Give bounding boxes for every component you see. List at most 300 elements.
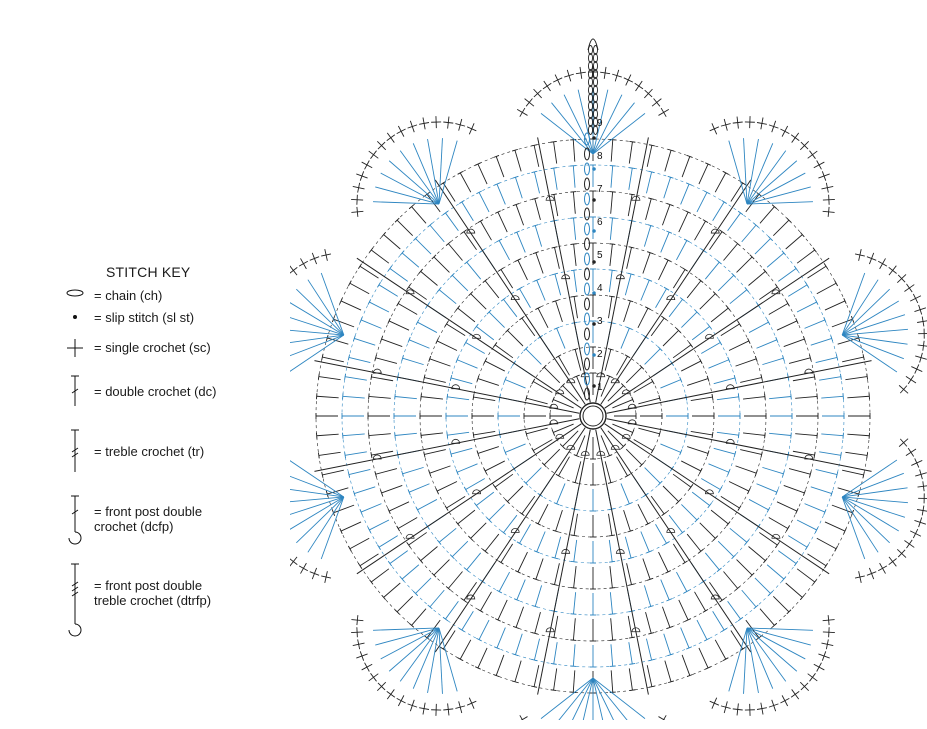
stitch-mark [466,343,485,354]
stitch-mark [384,583,401,597]
edging-sc-bar [817,161,822,170]
stitch-mark [743,397,765,399]
round-number-1: 1 [597,382,603,393]
edging-sc-bar [357,615,358,625]
stitch-mark [611,166,613,188]
stitch-mark [769,304,788,315]
stitch-mark [842,357,863,362]
edging-sc-bar [661,108,666,117]
stitch-mark [627,247,632,268]
key-row-front-post-dc [60,494,202,546]
stitch-mark [784,485,805,493]
stitch-mark [644,226,650,247]
stitch-mark [789,358,810,364]
edging-sc-bar [467,701,476,705]
front-post-double-treble-crochet-icon [60,562,90,638]
stitch-mark [699,164,708,184]
stitch-mark [360,266,379,278]
stitch-mark [699,648,708,668]
stitch-mark [322,357,343,362]
stitch-mark [608,514,611,536]
front-post-spoke [601,180,751,404]
stitch-mark [749,271,766,285]
stitch-mark [625,274,631,295]
stitch-mark [520,289,531,308]
stitch-mark [697,192,707,212]
petal-stitch [747,628,805,659]
stitch-mark [660,380,680,388]
stitch-mark [460,640,471,659]
stitch-mark [501,270,513,289]
stitch-mark [817,538,836,549]
stitch-mark [673,544,685,563]
stitch-mark [778,268,796,281]
stitch-rings [316,139,870,693]
edging-sc-bar [387,135,395,141]
chain-oval-icon [60,288,90,298]
stitch-mark [409,340,429,348]
stitch-mark [434,257,450,273]
stitch-mark [384,235,401,249]
stitch-mark [773,220,789,236]
stitch-mark [718,275,734,291]
petal-stitch [842,289,889,335]
edging-sc-bar [733,709,743,710]
stitch-mark [742,590,756,607]
stitch-mark [681,361,701,371]
edging-sc-bar [635,83,643,89]
petal-fan [517,66,669,154]
petal-stitch [747,628,758,693]
slip-stitch-dot [592,167,596,171]
stitch-mark [535,585,541,606]
stitch-mark [651,318,664,336]
stitch-mark [505,444,525,452]
stitch-mark [681,312,697,328]
stitch-mark [651,496,664,514]
stitch-mark [556,510,563,531]
stitch-mark [816,469,837,474]
stitch-mark [718,541,734,557]
stitch-mark [390,551,408,564]
stitch-mark [424,450,445,455]
edging-sc-bar [733,122,743,123]
stitch-mark [691,431,713,434]
stitch-mark [498,600,507,620]
stitch-mark [721,324,740,336]
stitch-mark [350,538,369,549]
edging-sc-bar [624,78,633,82]
stitch-mark [536,559,543,580]
edging-sc-bar [906,540,912,548]
stitch-mark [515,177,522,198]
stitch-mark [478,164,487,184]
stitch-mark [317,396,339,398]
petal-stitch [381,628,439,659]
stitch-mark [643,253,650,274]
stitch-mark [535,199,541,220]
stitch-mark [573,218,575,240]
edging-sc-bar [365,663,370,672]
petal-stitch [564,678,593,720]
edging-sc-bar [526,99,532,107]
stitch-mark [478,447,499,454]
stitch-mark [673,474,691,487]
stitch-mark [448,244,462,261]
edging-sc-bar [913,294,917,303]
front-post-spoke [435,428,585,652]
stitch-mark [443,631,455,650]
stitch-mark [608,386,624,402]
slip-stitch-dot [592,353,596,357]
center-chain-column [585,133,596,400]
stitch-mark [467,262,481,279]
edging-sc-bar [467,127,476,131]
stitch-mark [749,499,768,509]
stitch-mark [555,274,561,295]
petal-stitch [593,678,622,720]
stitch-mark [819,377,841,380]
stitch-mark [611,670,613,692]
stitch-mark [629,168,632,190]
stitch-mark [354,487,375,494]
stitch-mark [662,607,670,628]
stitch-mark [679,212,688,232]
stitch-mark [845,377,867,380]
stitch-mark [390,268,408,281]
stitch-mark [663,330,679,346]
petal-stitch [747,139,758,204]
stitch-mark [349,469,370,474]
petal-fan [842,249,927,393]
stitch-mark [430,359,451,366]
stitch-mark [343,396,365,398]
stitch-mark [730,528,747,542]
stitch-mark [788,285,807,296]
petal-stitch [290,460,344,497]
single-crochet-cross-icon [60,338,90,358]
stitch-mark [687,447,708,454]
edging-sc-bar [371,151,377,159]
stitch-mark [497,628,505,648]
stitch-mark [421,271,438,285]
stitch-mark [647,665,652,686]
chain-stitch [585,268,590,280]
stitch-mark [665,150,671,171]
stitch-mark [439,528,456,542]
front-post-spoke [357,424,581,574]
stitch-mark [740,450,761,455]
stitch-mark [769,518,788,529]
stitch-mark [360,554,379,566]
stitch-mark [701,343,720,354]
edging-sc-bar [371,673,377,681]
stitch-mark [379,285,398,296]
edging-sc-bar [543,83,551,89]
stitch-mark [395,433,417,435]
stitch-mark [507,330,523,346]
stitch-mark [574,566,576,588]
stitch-mark [641,531,649,551]
stitch-mark [535,226,541,247]
stitch-mark [681,628,689,648]
key-row-slip-stitch [60,310,194,325]
stitch-mark [638,308,648,328]
stitch-mark [345,452,367,455]
stitch-mark [629,642,632,664]
treble-crochet-icon [60,428,90,474]
stitch-mark [845,452,867,455]
stitch-mark [522,496,535,514]
edging-sc-bar [829,195,830,205]
stitch-mark [398,518,417,529]
stitch-mark [417,499,436,509]
stitch-mark [626,449,642,465]
petal-stitch [842,473,904,497]
stitch-mark [409,484,429,492]
stitch-mark [489,312,505,328]
stitch-mark [664,634,671,655]
petal-fan [351,615,476,716]
petal-stitch [290,497,344,517]
slip-stitch-dot [592,322,596,326]
stitch-mark [664,177,671,198]
stitch-mark [535,612,541,633]
stitch-mark [376,358,397,364]
stitch-mark [498,212,507,232]
stitch-mark [471,294,487,310]
petal-stitch [290,301,344,335]
stitch-mark [811,487,832,494]
stitch-mark [544,449,560,465]
stitch-mark [371,250,389,263]
stitch-mark [662,205,670,226]
stitch-mark [610,592,612,614]
edging-sc-bar [357,195,358,205]
stitch-mark [760,609,774,626]
stitch-mark [778,551,796,564]
stitch-mark [638,504,648,524]
stitch-mark [434,560,450,576]
stitch-mark [554,642,557,664]
edging-sc-bar [915,458,919,467]
stitch-mark [717,397,739,400]
chain-stitch [585,343,590,355]
stitch-mark [516,607,524,628]
stitch-mark [759,287,777,300]
stitch-mark [478,379,499,386]
front-post-spoke [607,419,872,472]
stitch-mark [412,609,426,626]
stitch-mark [760,207,774,224]
petal-stitch [842,497,865,559]
stitch-mark [611,618,613,640]
edging-sc-bar [387,691,395,697]
stitch-mark [681,184,689,204]
petal-stitch [428,139,439,204]
stitch-mark [445,213,458,231]
stitch-mark [554,168,557,190]
petal-stitch [747,202,813,204]
stitch-mark [464,232,477,250]
stitch-mark [371,377,393,381]
stitch-mark [714,378,735,384]
petal-stitch [842,497,878,552]
stitch-mark [676,572,686,591]
stitch-mark [708,464,728,472]
stitch-mark [645,468,661,484]
stitch-mark [471,523,487,539]
stitch-mark [610,218,612,240]
stitch-mark [788,536,807,547]
stitch-mark [416,578,432,594]
stitch-mark [626,367,642,383]
stitch-mark [629,668,632,690]
stitch-mark [647,145,652,166]
stitch-mark [416,239,432,255]
stitch-mark [517,232,525,252]
edging-sc-bar [878,261,887,266]
front-post-spoke [596,430,649,695]
edging-sc-bar [828,207,829,217]
stitch-mark [563,431,579,447]
edging-sc-bar [397,129,406,134]
stitch-mark [398,304,417,315]
slip-stitch-dot [592,260,596,264]
stitch-mark [729,482,749,492]
front-post-spoke [607,361,872,414]
stitch-mark [534,665,539,686]
petal-stitch [290,315,344,335]
stitch-mark [736,466,757,473]
round-number-3: 3 [597,316,603,327]
double-crochet-icon [60,374,90,408]
edging-sc-bar [906,284,912,292]
stitch-mark [538,504,548,524]
stitch-mark [505,380,525,388]
stitch-mark [786,235,803,249]
stitch-mark [555,247,560,268]
stitch-mark [554,194,558,216]
stitch-mark [573,644,575,666]
stitch-mark [473,431,495,434]
stitch-mark [714,448,735,454]
stitch-mark [673,345,691,358]
stitch-mark [755,239,771,255]
stitch-mark [467,553,481,570]
stitch-mark [485,281,499,298]
edging-sc-bar [654,99,660,107]
stitch-mark [646,199,652,220]
edging-sc-bar [809,673,815,681]
stitch-mark [676,240,686,259]
stitch-mark [729,341,749,351]
edging-sc-bar [357,627,358,637]
front-post-spoke [538,430,591,695]
petal-fan [710,116,835,217]
edging-sc [918,485,927,487]
stitch-mark [624,510,631,531]
stitch-mark [481,221,492,240]
stitch-mark [479,192,489,212]
petal-stitch [321,273,344,335]
stitch-mark [762,358,783,364]
stitch-round-9 [342,165,844,667]
stitch-mark [462,611,473,630]
edging-sc-bar [299,261,308,266]
stitch-mark [534,172,539,193]
stitch-mark [361,504,381,512]
slip-stitch-dot [592,198,596,202]
stitch-mark [673,270,685,289]
stitch-mark [611,644,613,666]
stitch-mark [447,496,466,508]
edging-sc-bar [553,78,562,82]
stitch-key-title: STITCH KEY [106,264,191,280]
edging-sc-bar [710,701,719,705]
front-post-spoke [605,258,829,408]
stitch-mark [379,536,398,547]
edging-sc-bar [397,698,406,703]
key-row-double-crochet [60,374,216,408]
stitch-mark [660,444,680,452]
petal-stitch [290,335,344,344]
stitch-mark [737,560,753,576]
petal-stitch [308,280,344,335]
stitch-mark [382,339,403,347]
round-number-4: 4 [597,283,603,294]
stitch-mark [481,592,492,611]
stitch-mark [755,578,771,594]
stitch-mark [574,296,577,318]
stitch-mark [451,378,472,384]
stitch-mark [609,270,612,292]
stitch-mark [573,592,575,614]
front-post-spoke [314,361,579,414]
stitch-mark [516,205,524,226]
stitch-mark [534,145,539,166]
stitch-mark [625,537,631,558]
stitch-mark [319,452,341,455]
stitch-mark [430,225,444,242]
stitch-mark [557,328,565,348]
stitch-mark [797,250,815,263]
edging-sc-bar [520,108,525,117]
stitch-mark [371,569,389,582]
stitch-mark [713,202,724,221]
stitch-mark [573,192,575,214]
stitch-mark [473,397,495,400]
stitch-mark [628,194,632,216]
petal-stitch [296,497,343,543]
stitch-mark [691,397,713,400]
stitch-mark [515,150,521,171]
stitch-mark [417,322,436,332]
stitch-mark [515,634,522,655]
stitch-mark [665,661,671,682]
stitch-mark [777,502,797,511]
front-post-spoke [314,419,579,472]
stitch-mark [496,655,504,676]
stitch-mark [350,283,369,294]
stitch-mark [627,563,632,584]
stitch-mark [319,377,341,380]
stitch-mark [573,670,575,692]
stitch-mark [557,483,565,503]
petal-stitch [747,173,805,204]
stitch-mark [526,468,542,484]
round-number-9: 9 [597,118,603,129]
